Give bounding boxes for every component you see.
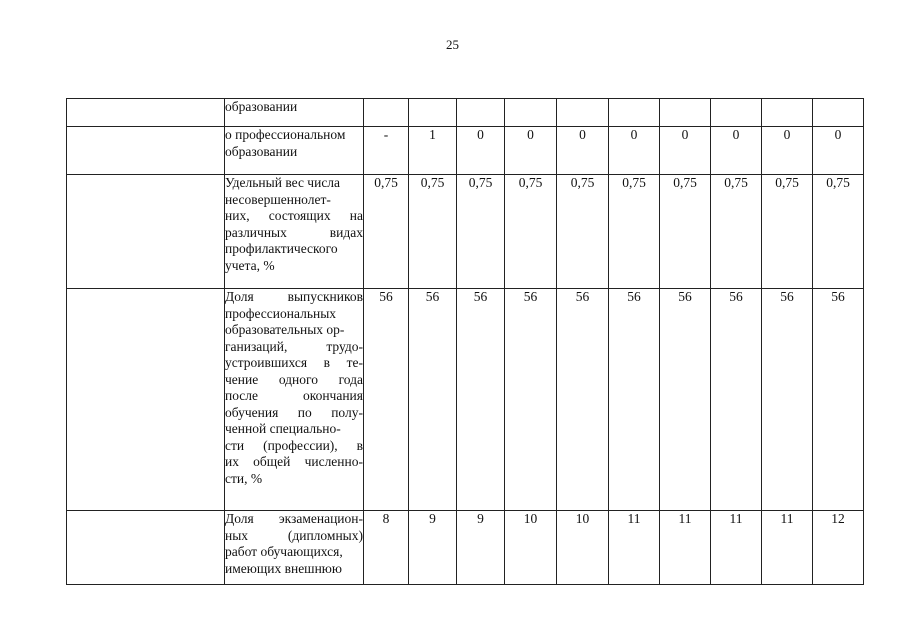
row-label-line: учета, %: [225, 257, 275, 273]
value-cell: 56: [813, 289, 864, 511]
value-cell: 0: [813, 127, 864, 175]
value-cell: 0,75: [505, 175, 557, 289]
row-label-line: различных видах: [225, 224, 363, 240]
value-cell: -: [364, 127, 409, 175]
blank-cell: [67, 175, 225, 289]
value-cell: [762, 99, 813, 127]
value-cell: [813, 99, 864, 127]
row-label-cell: [225, 99, 364, 127]
row-label-line: Доля экзаменацион-: [225, 511, 363, 526]
value-cell: 0,75: [813, 175, 864, 289]
value-cell: [711, 99, 762, 127]
value-cell: 56: [457, 289, 505, 511]
value-cell: 56: [762, 289, 813, 511]
value-cell: 56: [409, 289, 457, 511]
value-cell: 11: [609, 511, 660, 585]
blank-cell: [67, 99, 225, 127]
indicator-table: [66, 98, 864, 585]
value-cell: 11: [711, 511, 762, 585]
table-row: [67, 289, 864, 511]
row-label-line: профилактического: [225, 241, 338, 256]
value-cell: 0: [660, 127, 711, 175]
value-cell: 1: [409, 127, 457, 175]
value-cell: 0,75: [660, 175, 711, 289]
table-row: [67, 127, 864, 175]
value-cell: 56: [609, 289, 660, 511]
page-number: 25: [446, 37, 459, 52]
row-label-line: Удельный вес числа: [225, 175, 341, 190]
row-label-line: ченной специально-: [225, 421, 341, 436]
row-label-line: них, состоящих на: [225, 208, 363, 223]
value-cell: 9: [457, 511, 505, 585]
value-cell: 56: [711, 289, 762, 511]
row-label-line: ганизаций, трудо-: [225, 338, 363, 354]
row-label-line: образовании: [225, 143, 298, 159]
row-label-cell: [225, 127, 364, 175]
value-cell: 0: [505, 127, 557, 175]
value-cell: 12: [813, 511, 864, 585]
value-cell: 8: [364, 511, 409, 585]
row-label-line: образовании: [225, 99, 298, 114]
value-cell: [364, 99, 409, 127]
row-label-line: работ обучающихся,: [225, 544, 343, 559]
row-label-line: сти (профессии), в: [225, 437, 363, 453]
row-label-line: чение одного года: [225, 371, 363, 387]
row-label-line: после окончания: [225, 388, 363, 403]
row-label-cell: [225, 289, 364, 511]
value-cell: 56: [557, 289, 609, 511]
table-row: [67, 175, 864, 289]
row-label-line: о профессиональном: [225, 127, 346, 142]
value-cell: [660, 99, 711, 127]
row-label-line: ных (дипломных): [225, 527, 363, 543]
value-cell: [609, 99, 660, 127]
value-cell: [505, 99, 557, 127]
row-label-line: обучения по полу-: [225, 404, 363, 420]
value-cell: 11: [660, 511, 711, 585]
value-cell: 0,75: [711, 175, 762, 289]
value-cell: 0: [711, 127, 762, 175]
table-row: [67, 511, 864, 585]
value-cell: 10: [557, 511, 609, 585]
value-cell: [457, 99, 505, 127]
row-label-line: сти, %: [225, 470, 263, 486]
row-label-line: Доля выпускников: [225, 289, 363, 304]
value-cell: 0,75: [762, 175, 813, 289]
value-cell: 0: [457, 127, 505, 175]
value-cell: 11: [762, 511, 813, 585]
value-cell: [557, 99, 609, 127]
value-cell: 0,75: [557, 175, 609, 289]
row-label-line: несовершеннолет-: [225, 191, 331, 207]
value-cell: 9: [409, 511, 457, 585]
row-label-cell: [225, 511, 364, 585]
value-cell: 0,75: [457, 175, 505, 289]
value-cell: 0: [557, 127, 609, 175]
blank-cell: [67, 511, 225, 585]
value-cell: 0: [609, 127, 660, 175]
value-cell: 0,75: [609, 175, 660, 289]
row-label-line: их общей численно-: [225, 454, 363, 469]
row-label-line: профессиональных: [225, 305, 337, 321]
blank-cell: [67, 127, 225, 175]
value-cell: 56: [660, 289, 711, 511]
value-cell: [409, 99, 457, 127]
value-cell: 56: [505, 289, 557, 511]
value-cell: 0,75: [409, 175, 457, 289]
row-label-line: образовательных ор-: [225, 322, 345, 337]
row-label-line: устроившихся в те-: [225, 355, 363, 370]
table-row: [67, 99, 864, 127]
row-label-line: имеющих внешнюю: [225, 560, 342, 576]
value-cell: 0,75: [364, 175, 409, 289]
value-cell: 0: [762, 127, 813, 175]
blank-cell: [67, 289, 225, 511]
value-cell: 56: [364, 289, 409, 511]
row-label-cell: [225, 175, 364, 289]
value-cell: 10: [505, 511, 557, 585]
